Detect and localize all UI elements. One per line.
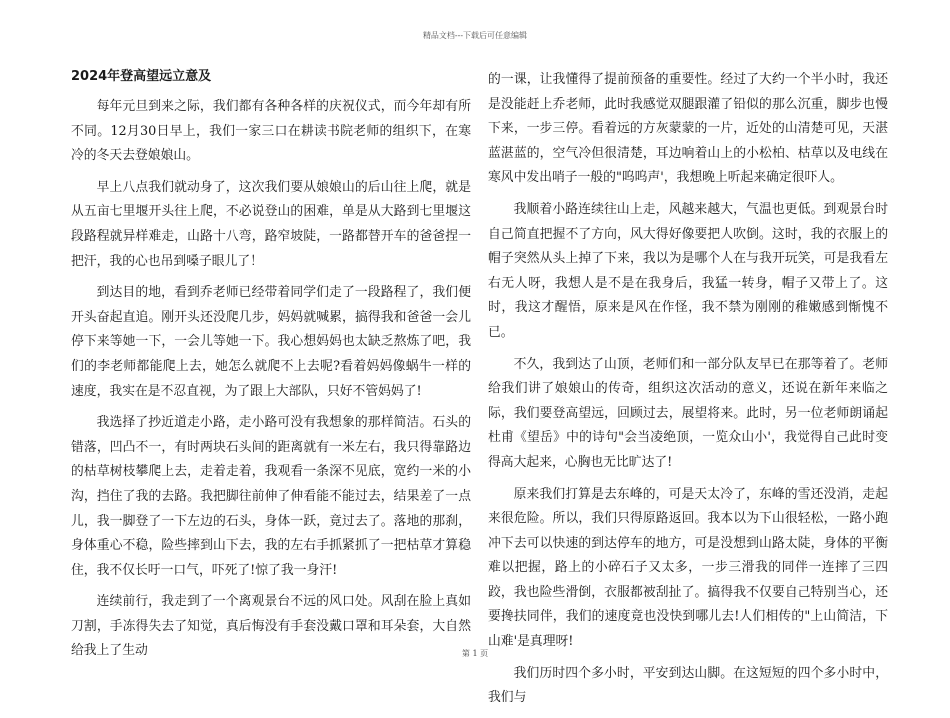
paragraph: 连续前行，我走到了一个离观景台不远的风口处。风刮在脸上真如刀割，手冻得失去了知觉，真后悔没有手套没戴口罩和耳朵套，大自然给我上了生动	[71, 594, 471, 659]
page-header: 精品文档---下载后可任意编辑	[422, 31, 528, 40]
paragraph: 不久，我到达了山顶，老师们和一部分队友早已在那等着了。老师给我们讲了娘娘山的传奇，组织这次活动的意义，还说在新年来临之际，我们要登高望远，回顾过去，展望将来。此时，另一位老师朗诵起杜甫《望岳》中的诗句"会当凌绝顶，一览众山小'，我觉得自己此时变得高大起来，心胸也无比旷达了!	[488, 356, 888, 470]
paragraph: 我们历时四个多小时，平安到达山脚。在这短短的四个多小时中，我们与	[488, 665, 888, 706]
paragraph: 每年元旦到来之际，我们都有各种各样的庆祝仪式，而今年却有所不同。12月30日早上，我们一家三口在耕读书院老师的组织下，在寒冷的冬天去登娘娘山。	[71, 99, 471, 164]
paragraph: 我顺着小路连续往山上走，风越来越大，气温也更低。到观景台时自己简直把握不了方向，风大得好像要把人吹倒。这时，我的衣服上的帽子突然从头上掉了下来，我以为是哪个人在与我开玩笑，可是我看左右无人呀，我想人是不是在我身后，我猛一转身，帽子又带上了。这时，我这才醒悟，原来是风在作怪，我不禁为刚刚的稚嫩感到惭愧不已。	[488, 201, 888, 340]
paragraph: 早上八点我们就动身了，这次我们要从娘娘山的后山往上爬，就是从五亩七里堰开头往上爬，不必说登山的困难，单是从大路到七里堰这段路程就异样难走，山路十八弯，路窄坡陡，一路都替开车的爸爸捏一把汗，我的心也吊到嗓子眼儿了！	[71, 179, 471, 269]
paragraph: 到达目的地，看到乔老师已经带着同学们走了一段路程了，我们便开头奋起直追。刚开头还没爬几步，妈妈就喊累，搞得我和爸爸一会儿停下来等她一下，一会儿等她一下。我心想妈妈也太缺乏熬炼了吧，我们的李老师都能爬上去，她怎么就爬不上去呢?看着妈妈像蜗牛一样的速度，我实在是不忍直视，为了跟上大部队，只好不管妈妈了!	[71, 285, 471, 399]
paragraph-continued: 的一课，让我懂得了提前预备的重要性。经过了大约一个半小时，我还是没能赶上乔老师，此时我感觉双腿跟灌了铅似的那么沉重，脚步也慢下来，一步三停。看着远的方灰蒙蒙的一片，近处的山清楚可见，天湛蓝湛蓝的，空气冷但很清楚，耳边响着山上的小松柏、枯草以及电线在寒风中发出哨子一般的"呜呜声'，我想晚上听起来确定很吓人。	[488, 72, 888, 186]
right-column	[488, 68, 888, 718]
paragraph: 原来我们打算是去东峰的，可是天太冷了，东峰的雪还没消，走起来很危险。所以，我们只得原路返回。我本以为下山很轻松，一路小跑冲下去可以快速的到达停车的地方，可是没想到山路太陡，身体的平衡难以把握，路上的小碎石子又太多，一步三滑我的同伴一连摔了三四跤，我也险些滑倒，衣服都被刮扯了。搞得我不仅要自己特别当心，还要搀扶同伴，我们的速度竟也没快到哪儿去!人们相传的"上山简洁，下山难'是真理呀!	[488, 486, 888, 650]
left-column	[71, 68, 471, 671]
paragraph: 我选择了抄近道走小路，走小路可没有我想象的那样简洁。石头的错落，凹凸不一，有时两块石头间的距离就有一米左右，我只得靠路边的枯草树枝攀爬上去，走着走着，我观看一条深不见底，宽约一米的小沟，挡住了我的去路。我把脚往前伸了伸看能不能过去，结果差了一点儿，我一脚登了一下左边的石头，身体一跃，竟过去了。落地的那刹，身体重心不稳，险些摔到山下去，我的左右手抓紧抓了一把枯草才算稳住，我不仅长吁一口气，吓死了!惊了我一身汗!	[71, 415, 471, 578]
page-number: 第 1 页	[461, 649, 489, 658]
document-title: 2024年登高望远立意及	[71, 69, 212, 84]
